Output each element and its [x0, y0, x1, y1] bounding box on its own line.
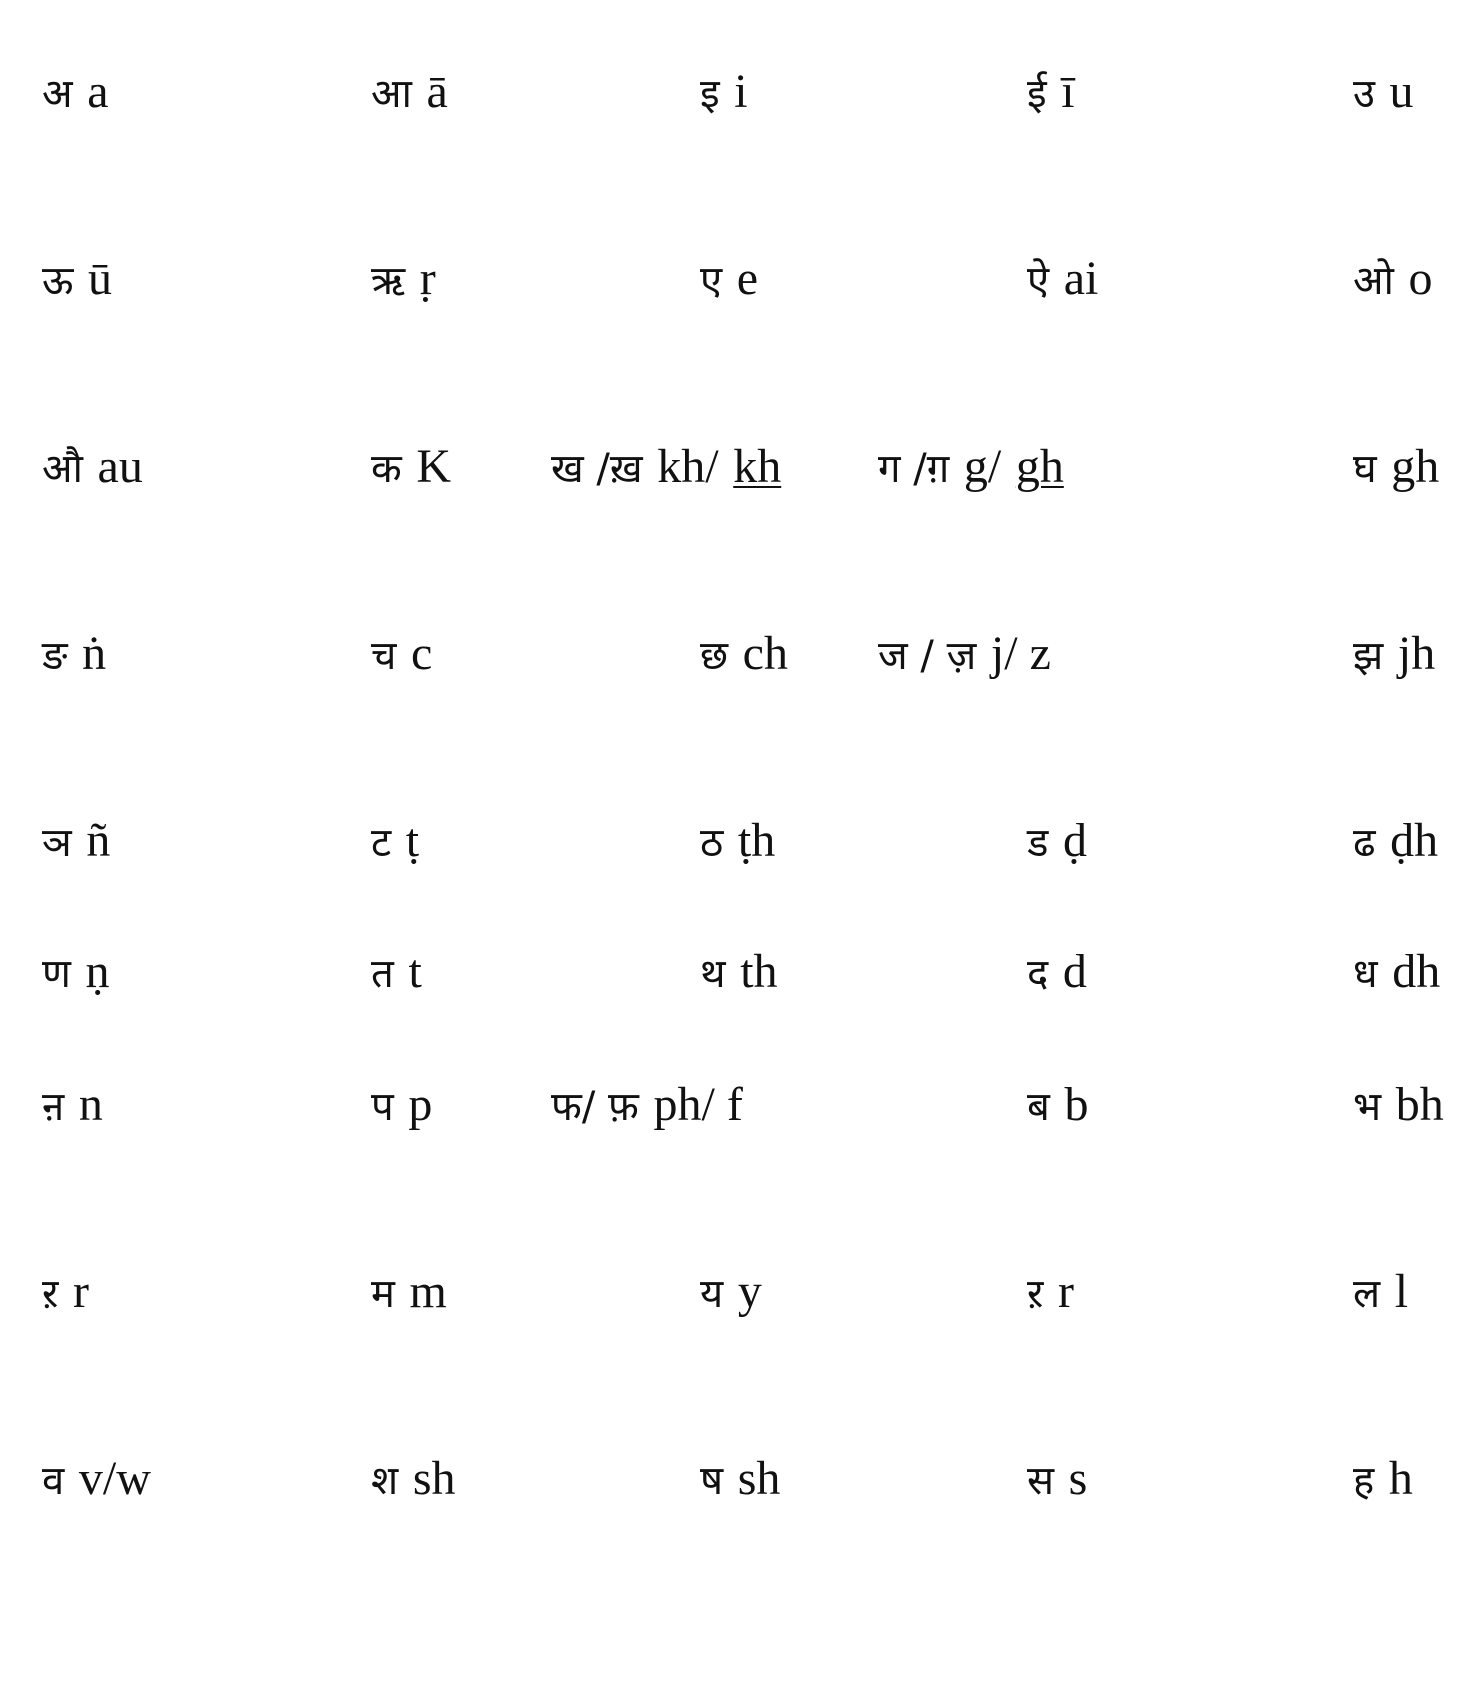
devanagari-letter: ल	[1353, 1271, 1381, 1317]
latin-transliteration: ḍ	[1063, 814, 1088, 867]
devanagari-letter: ए	[700, 258, 723, 304]
latin-transliteration: s	[1068, 1452, 1088, 1505]
letter-cell	[1353, 440, 1440, 493]
letter-cell	[42, 814, 111, 867]
letter-cell	[371, 945, 422, 998]
devanagari-letter: ब	[1027, 1084, 1050, 1130]
latin-transliteration: b	[1064, 1078, 1089, 1131]
devanagari-letter: ऱ	[1027, 1271, 1044, 1317]
devanagari-letter: छ	[700, 633, 729, 679]
letter-cell	[371, 814, 420, 867]
latin-transliteration: jh	[1397, 627, 1436, 680]
latin-transliteration: o	[1408, 252, 1433, 305]
latin-transliteration: kh/	[657, 440, 719, 493]
letter-cell	[371, 627, 433, 680]
devanagari-letter: उ	[1353, 71, 1375, 117]
devanagari-letter: ख /ख़	[551, 446, 643, 492]
latin-transliteration: ī	[1061, 65, 1075, 118]
latin-transliteration-underlined: gh	[1015, 440, 1064, 493]
devanagari-letter: ऱ	[42, 1271, 59, 1317]
latin-transliteration: ū	[88, 252, 113, 305]
latin-transliteration: sh	[412, 1452, 456, 1505]
letter-cell	[42, 252, 113, 305]
latin-transliteration: y	[737, 1265, 762, 1318]
devanagari-letter: ष	[700, 1458, 724, 1504]
devanagari-letter: स	[1027, 1458, 1055, 1504]
latin-transliteration: d	[1062, 945, 1087, 998]
letter-cell	[371, 1078, 433, 1131]
devanagari-letter: ओ	[1353, 258, 1394, 304]
latin-transliteration: g/	[963, 440, 1002, 493]
letter-cell	[551, 1078, 743, 1131]
devanagari-letter: ऋ	[371, 258, 406, 304]
latin-transliteration: th	[740, 945, 778, 998]
devanagari-letter: ज / ज़	[878, 633, 977, 679]
letter-cell	[700, 1452, 781, 1505]
devanagari-letter: द	[1027, 951, 1049, 997]
devanagari-letter: फ/ फ़	[551, 1084, 639, 1130]
latin-transliteration: e	[736, 252, 759, 305]
devanagari-letter: च	[371, 633, 397, 679]
letter-cell	[1353, 1452, 1413, 1505]
letter-cell	[700, 627, 788, 680]
letter-cell	[700, 65, 748, 118]
latin-transliteration: ṇ	[85, 945, 110, 998]
latin-transliteration: gh	[1391, 440, 1440, 493]
letter-cell	[1353, 252, 1433, 305]
latin-transliteration: h	[1388, 1452, 1413, 1505]
latin-transliteration: sh	[737, 1452, 781, 1505]
letter-cell	[42, 945, 110, 998]
letter-cell	[371, 440, 452, 493]
letter-cell	[878, 440, 1064, 493]
devanagari-letter: ऩ	[42, 1084, 65, 1130]
letter-cell	[1027, 1265, 1074, 1318]
devanagari-letter: व	[42, 1458, 65, 1504]
letter-cell	[1353, 1265, 1409, 1318]
latin-transliteration: dh	[1392, 945, 1441, 998]
letter-cell	[42, 440, 143, 493]
devanagari-letter: आ	[371, 71, 412, 117]
latin-transliteration: m	[409, 1265, 447, 1318]
latin-transliteration: r	[1058, 1265, 1074, 1318]
latin-transliteration: j/ z	[990, 627, 1051, 680]
letter-cell	[42, 1265, 89, 1318]
letter-cell	[1027, 252, 1099, 305]
latin-transliteration: bh	[1395, 1078, 1444, 1131]
latin-transliteration: c	[411, 627, 433, 680]
letter-cell	[1353, 627, 1436, 680]
devanagari-letter: भ	[1353, 1084, 1382, 1130]
devanagari-letter: इ	[700, 71, 720, 117]
letter-cell	[42, 65, 109, 118]
devanagari-letter: ड	[1027, 820, 1049, 866]
latin-transliteration: ñ	[86, 814, 111, 867]
devanagari-letter: प	[371, 1084, 394, 1130]
devanagari-letter: ट	[371, 820, 392, 866]
letter-cell	[1027, 1452, 1088, 1505]
latin-transliteration: K	[416, 440, 452, 493]
latin-transliteration: ph/ f	[653, 1078, 743, 1131]
letter-cell	[551, 440, 782, 493]
devanagari-letter: त	[371, 951, 394, 997]
devanagari-letter: ठ	[700, 820, 724, 866]
letter-cell	[1353, 814, 1439, 867]
letter-cell	[1027, 65, 1075, 118]
devanagari-letter: थ	[700, 951, 726, 997]
latin-transliteration: t	[408, 945, 422, 998]
latin-transliteration: ā	[426, 65, 448, 118]
devanagari-letter: ढ	[1353, 820, 1376, 866]
letter-cell	[371, 65, 448, 118]
latin-transliteration: i	[734, 65, 748, 118]
latin-transliteration: ṛ	[419, 252, 436, 305]
letter-cell	[700, 1265, 762, 1318]
devanagari-letter: ग /ग़	[878, 446, 950, 492]
devanagari-letter: य	[700, 1271, 724, 1317]
latin-transliteration: p	[408, 1078, 433, 1131]
letter-cell	[1353, 1078, 1444, 1131]
letter-cell	[371, 1452, 456, 1505]
letter-cell	[1027, 814, 1088, 867]
devanagari-letter: क	[371, 446, 402, 492]
latin-transliteration: r	[73, 1265, 89, 1318]
letter-cell	[1353, 65, 1414, 118]
devanagari-letter: ङ	[42, 633, 68, 679]
latin-transliteration-underlined: kh	[733, 440, 782, 493]
letter-cell	[42, 1452, 151, 1505]
latin-transliteration: ai	[1063, 252, 1099, 305]
devanagari-letter: ध	[1353, 951, 1378, 997]
devanagari-letter: औ	[42, 446, 83, 492]
devanagari-letter: झ	[1353, 633, 1384, 679]
latin-transliteration: ṭh	[737, 814, 776, 867]
latin-transliteration: ṭ	[405, 814, 420, 867]
letter-cell	[1027, 945, 1087, 998]
letter-cell	[700, 252, 759, 305]
latin-transliteration: l	[1394, 1265, 1409, 1318]
devanagari-letter: अ	[42, 71, 73, 117]
latin-transliteration: a	[87, 65, 109, 118]
devanagari-letter: घ	[1353, 446, 1377, 492]
letter-cell	[371, 1265, 447, 1318]
letter-cell	[700, 814, 776, 867]
letter-cell	[1027, 1078, 1089, 1131]
devanagari-letter: ऊ	[42, 258, 74, 304]
letter-cell	[371, 252, 436, 305]
devanagari-letter: ई	[1027, 71, 1047, 117]
letter-cell	[42, 627, 107, 680]
devanagari-letter: ण	[42, 951, 71, 997]
latin-transliteration: n	[78, 1078, 103, 1131]
devanagari-letter: ह	[1353, 1458, 1375, 1504]
devanagari-letter: म	[371, 1271, 395, 1317]
letter-cell	[700, 945, 778, 998]
latin-transliteration: u	[1389, 65, 1414, 118]
latin-transliteration: au	[97, 440, 143, 493]
latin-transliteration: ch	[742, 627, 788, 680]
devanagari-letter: श	[371, 1458, 399, 1504]
letter-cell	[42, 1078, 103, 1131]
letter-cell	[1353, 945, 1441, 998]
letter-cell	[878, 627, 1051, 680]
devanagari-letter: ऐ	[1027, 258, 1050, 304]
devanagari-letter: ञ	[42, 820, 72, 866]
latin-transliteration: ḍh	[1390, 814, 1439, 867]
latin-transliteration: v/w	[78, 1452, 151, 1505]
latin-transliteration: ṅ	[82, 627, 107, 680]
